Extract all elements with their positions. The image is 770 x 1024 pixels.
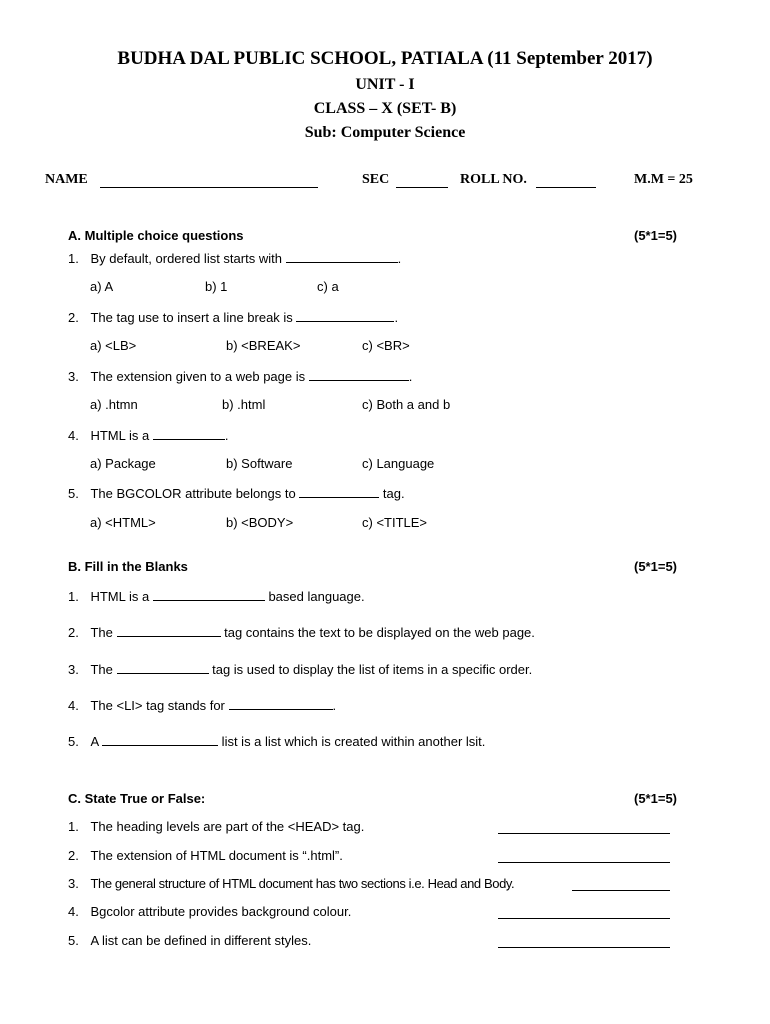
question-number: 4. (68, 428, 79, 443)
question-a3 (68, 368, 412, 384)
question-number: 3. (68, 662, 79, 677)
question-c5 (68, 933, 311, 948)
question-suffix: tag is used to display the list of items in a specific order. (208, 662, 533, 677)
sec-field[interactable] (396, 187, 448, 188)
question-number: 2. (68, 625, 79, 640)
answer-blank-c5[interactable] (498, 947, 670, 948)
option-c: c) <TITLE> (362, 515, 428, 530)
unit-title: UNIT - I (355, 76, 415, 93)
question-a2 (68, 309, 398, 325)
question-a5 (68, 485, 405, 501)
option-b: b) 1 (205, 279, 228, 294)
question-number: 5. (68, 933, 79, 948)
option-a: a) A (90, 279, 114, 294)
question-text: The tag use to insert a line break is (90, 310, 293, 325)
option-a: a) .htmn (90, 397, 138, 412)
question-c3 (68, 876, 514, 891)
section-a-marks: (5*1=5) (634, 228, 677, 243)
question-suffix: tag. (379, 486, 405, 501)
section-c-title: C. State True or False: (68, 791, 206, 806)
answer-blank-c4[interactable] (498, 918, 670, 919)
question-b5 (68, 733, 485, 749)
question-text: HTML is a (90, 428, 150, 443)
question-number: 4. (68, 698, 79, 713)
question-c4 (68, 904, 351, 919)
answer-blank[interactable] (309, 368, 409, 381)
question-text: The heading levels are part of the <HEAD> tag. (90, 819, 365, 834)
question-number: 5. (68, 486, 79, 501)
roll-label: ROLL NO. (460, 172, 527, 187)
section-b-marks: (5*1=5) (634, 559, 677, 574)
answer-blank-c3[interactable] (572, 890, 670, 891)
question-number: 1. (68, 819, 79, 834)
option-c: c) Both a and b (362, 397, 451, 412)
answer-blank[interactable] (153, 588, 265, 601)
option-c: c) Language (362, 456, 435, 471)
subject-title: Sub: Computer Science (304, 124, 466, 141)
school-title: BUDHA DAL PUBLIC SCHOOL, PATIALA (11 September 2017) (117, 48, 653, 69)
question-text: The <LI> tag stands for (90, 698, 225, 713)
option-c: c) a (317, 279, 339, 294)
answer-blank[interactable] (102, 733, 218, 746)
question-number: 3. (68, 876, 79, 891)
answer-blank[interactable] (229, 697, 333, 710)
question-suffix: . (408, 369, 413, 384)
question-suffix: . (224, 428, 229, 443)
option-a: a) Package (90, 456, 156, 471)
question-text: The general structure of HTML document has two sections i.e. Head and Body. (90, 876, 515, 891)
roll-field[interactable] (536, 187, 596, 188)
question-text: By default, ordered list starts with (90, 251, 282, 266)
answer-blank[interactable] (117, 624, 221, 637)
question-text: The (90, 662, 113, 677)
option-a: a) <HTML> (90, 515, 156, 530)
question-suffix: based language. (264, 589, 365, 604)
option-a: a) <LB> (90, 338, 137, 353)
question-b4 (68, 697, 336, 713)
answer-blank[interactable] (296, 309, 394, 322)
question-number: 1. (68, 251, 79, 266)
question-text: HTML is a (90, 589, 150, 604)
class-title: CLASS – X (SET- B) (313, 100, 457, 117)
question-a4 (68, 427, 228, 443)
answer-blank-c1[interactable] (498, 833, 670, 834)
section-b-title: B. Fill in the Blanks (68, 559, 188, 574)
question-text: Bgcolor attribute provides background colour. (90, 904, 352, 919)
answer-blank[interactable] (153, 427, 225, 440)
question-text: The BGCOLOR attribute belongs to (90, 486, 296, 501)
option-c: c) <BR> (362, 338, 410, 353)
question-c1 (68, 819, 364, 834)
question-text: A (90, 734, 99, 749)
sec-label: SEC (362, 172, 390, 187)
question-number: 3. (68, 369, 79, 384)
question-text: The extension of HTML document is “.html”. (90, 848, 343, 863)
question-text: A list can be defined in different styles. (90, 933, 312, 948)
section-c-marks: (5*1=5) (634, 791, 677, 806)
question-number: 5. (68, 734, 79, 749)
question-suffix: tag contains the text to be displayed on the web page. (220, 625, 535, 640)
question-b3 (68, 661, 532, 677)
option-b: b) Software (226, 456, 293, 471)
question-number: 4. (68, 904, 79, 919)
option-b: b) .html (222, 397, 266, 412)
question-suffix: . (397, 251, 402, 266)
answer-blank[interactable] (299, 485, 379, 498)
option-b: b) <BREAK> (226, 338, 301, 353)
question-text: The (90, 625, 113, 640)
question-text: The extension given to a web page is (90, 369, 306, 384)
section-a-title: A. Multiple choice questions (68, 228, 244, 243)
question-number: 2. (68, 310, 79, 325)
question-number: 2. (68, 848, 79, 863)
question-suffix: . (394, 310, 399, 325)
question-suffix: . (332, 698, 337, 713)
question-b1 (68, 588, 365, 604)
question-b2 (68, 624, 535, 640)
question-c2 (68, 848, 343, 863)
answer-blank[interactable] (286, 250, 398, 263)
answer-blank-c2[interactable] (498, 862, 670, 863)
max-marks: M.M = 25 (634, 172, 693, 187)
name-label: NAME (45, 172, 88, 187)
question-suffix: list is a list which is created within another lsit. (218, 734, 486, 749)
answer-blank[interactable] (117, 661, 209, 674)
option-b: b) <BODY> (226, 515, 294, 530)
question-number: 1. (68, 589, 79, 604)
name-field[interactable] (100, 187, 318, 188)
question-a1 (68, 250, 401, 266)
